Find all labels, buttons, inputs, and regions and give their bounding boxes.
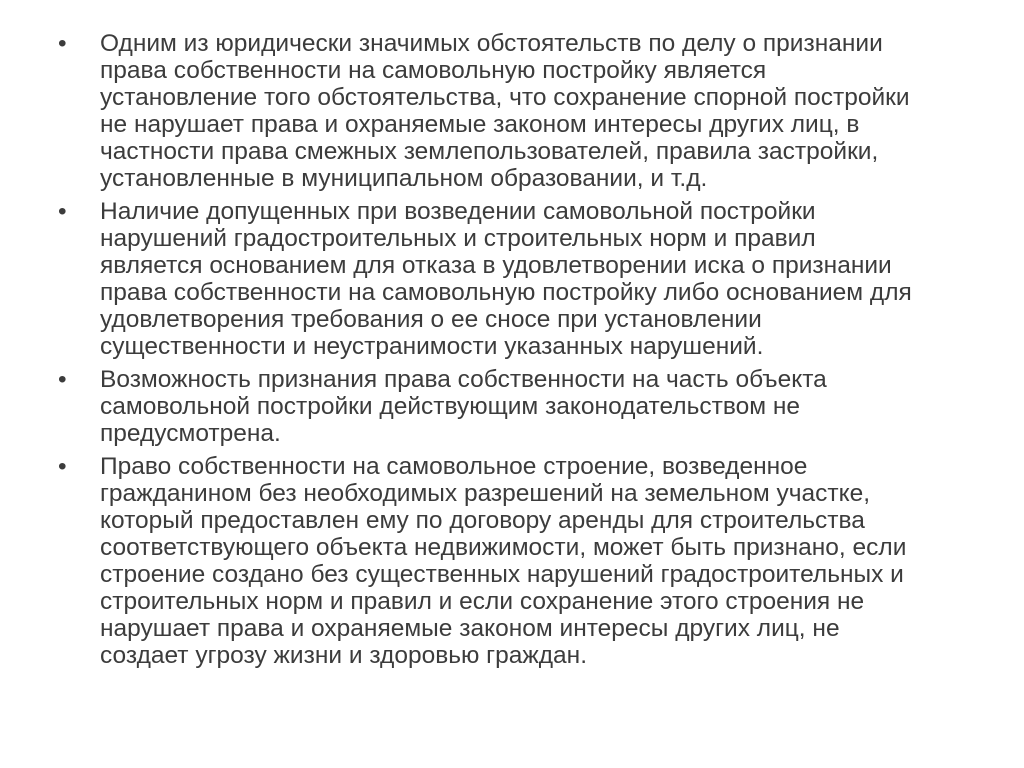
- text-line: частности права смежных землепользователей, правила застройки,: [100, 138, 879, 165]
- text-line: Возможность признания права собственности на часть объекта: [100, 366, 827, 393]
- text-line: установление того обстоятельства, что сохранение спорной постройки: [100, 84, 910, 111]
- text-line: предусмотрена.: [100, 420, 281, 447]
- text-line: строение создано без существенных нарушений градостроительных и: [100, 561, 904, 588]
- text-line: права собственности на самовольную постройку является: [100, 57, 767, 84]
- text-line: Наличие допущенных при возведении самовольной постройки: [100, 198, 816, 225]
- text-line: нарушает права и охраняемые законом интересы других лиц, не: [100, 615, 840, 642]
- bullet-dot-icon: •: [58, 453, 67, 480]
- bullet-item-4: [58, 453, 958, 669]
- text-line: существенности и неустранимости указанных нарушений.: [100, 333, 764, 360]
- bullet-list: [58, 30, 958, 675]
- text-line: самовольной постройки действующим законодательством не: [100, 393, 801, 420]
- text-line: Право собственности на самовольное строение, возведенное: [100, 453, 808, 480]
- text-line: гражданином без необходимых разрешений на земельном участке,: [100, 480, 871, 507]
- bullet-dot-icon: •: [58, 30, 67, 57]
- text-line: установленные в муниципальном образовании, и т.д.: [100, 165, 708, 192]
- bullet-text: [100, 198, 958, 360]
- text-line: строительных норм и правил и если сохранение этого строения не: [100, 588, 865, 615]
- text-line: который предоставлен ему по договору аренды для строительства: [100, 507, 865, 534]
- bullet-text: [100, 30, 958, 192]
- text-line: нарушений градостроительных и строительных норм и правил: [100, 225, 816, 252]
- text-line: удовлетворения требования о ее сносе при установлении: [100, 306, 762, 333]
- text-line: права собственности на самовольную постройку либо основанием для: [100, 279, 912, 306]
- text-line: является основанием для отказа в удовлетворении иска о признании: [100, 252, 892, 279]
- bullet-item-1: [58, 30, 958, 192]
- bullet-dot-icon: •: [58, 366, 67, 393]
- text-line: Одним из юридически значимых обстоятельств по делу о признании: [100, 30, 883, 57]
- text-line: соответствующего объекта недвижимости, может быть признано, если: [100, 534, 907, 561]
- bullet-item-2: [58, 198, 958, 360]
- bullet-text: [100, 453, 958, 669]
- bullet-dot-icon: •: [58, 198, 67, 225]
- bullet-item-3: [58, 366, 958, 447]
- text-line: создает угрозу жизни и здоровью граждан.: [100, 642, 587, 669]
- bullet-text: [100, 366, 958, 447]
- text-line: не нарушает права и охраняемые законом интересы других лиц, в: [100, 111, 860, 138]
